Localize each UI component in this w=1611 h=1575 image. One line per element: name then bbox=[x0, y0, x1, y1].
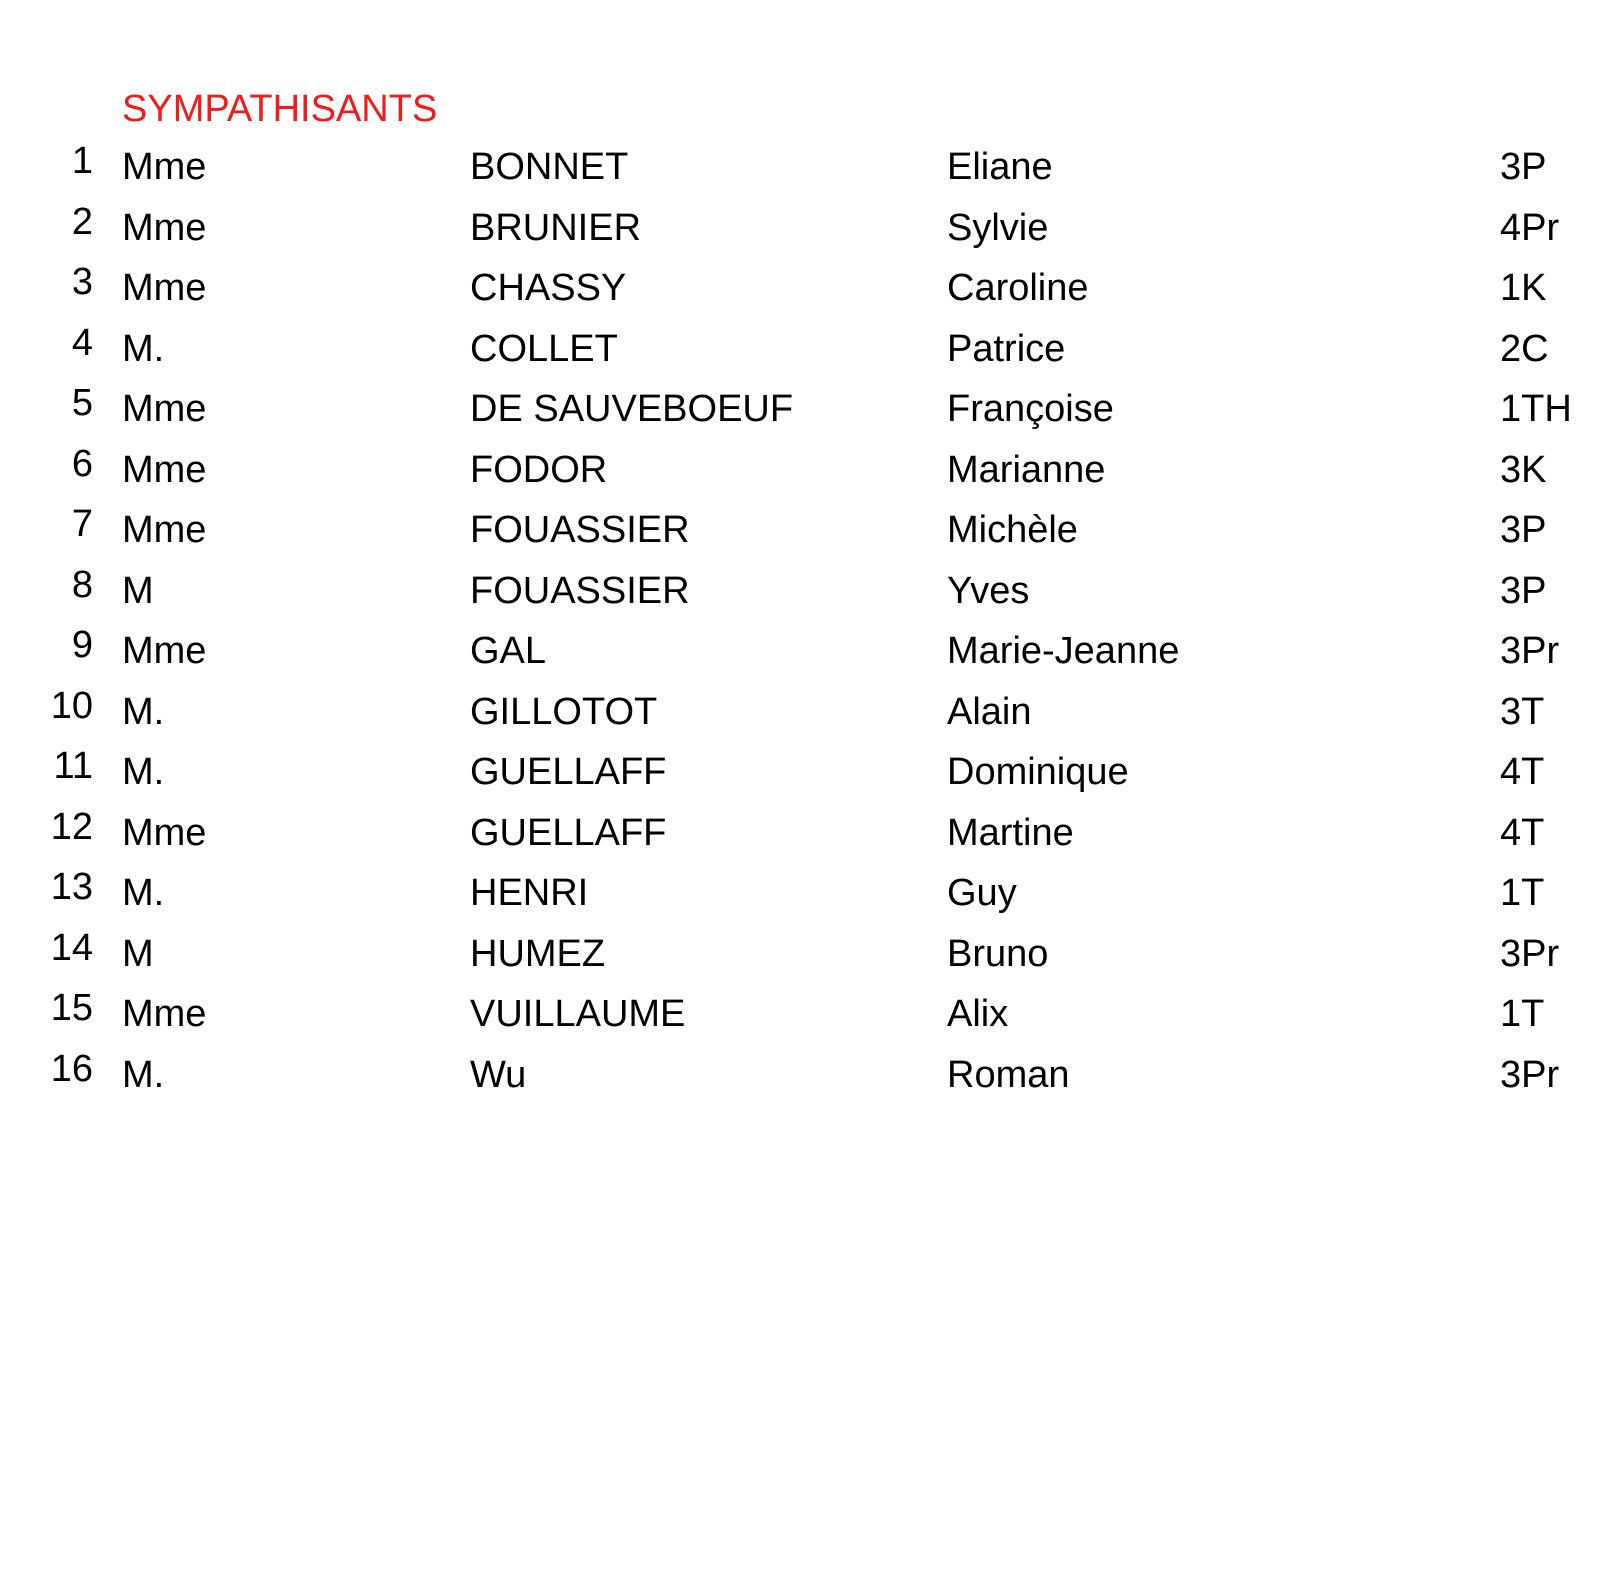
row-number: 9 bbox=[71, 624, 93, 666]
row-nom: Wu bbox=[470, 1053, 527, 1096]
list-row bbox=[0, 563, 1611, 627]
row-classe: 4Pr bbox=[1500, 206, 1560, 249]
row-classe: 2C bbox=[1500, 327, 1549, 370]
list-row bbox=[0, 926, 1611, 990]
row-prenom: Marianne bbox=[947, 448, 1106, 491]
row-civilite: M. bbox=[122, 1053, 165, 1096]
row-prenom: Guy bbox=[947, 872, 1017, 914]
row-prenom: Roman bbox=[947, 1053, 1070, 1096]
row-classe: 3Pr bbox=[1500, 1053, 1560, 1096]
row-classe: 3P bbox=[1500, 569, 1547, 612]
row-classe: 1T bbox=[1500, 993, 1545, 1035]
row-number: 14 bbox=[50, 926, 93, 969]
row-number: 11 bbox=[53, 745, 93, 787]
row-nom: CHASSY bbox=[470, 267, 627, 309]
row-civilite: Mme bbox=[122, 811, 207, 854]
row-prenom: Dominique bbox=[947, 751, 1129, 793]
row-civilite: Mme bbox=[122, 206, 207, 249]
list-row bbox=[0, 505, 1611, 566]
row-number: 5 bbox=[71, 382, 93, 424]
row-civilite: Mme bbox=[122, 448, 207, 491]
row-nom: GUELLAFF bbox=[470, 751, 667, 793]
row-nom: GUELLAFF bbox=[470, 811, 667, 854]
row-number: 15 bbox=[50, 987, 93, 1029]
row-classe: 3Pr bbox=[1500, 932, 1560, 975]
list-row bbox=[0, 384, 1611, 445]
row-civilite: M bbox=[122, 932, 154, 975]
row-civilite: M. bbox=[122, 327, 165, 370]
row-prenom: Patrice bbox=[947, 327, 1066, 370]
row-nom: HUMEZ bbox=[470, 932, 606, 975]
row-number: 12 bbox=[50, 805, 93, 848]
row-classe: 4T bbox=[1500, 811, 1545, 854]
list-row bbox=[0, 263, 1611, 324]
row-civilite: M. bbox=[122, 690, 165, 733]
row-prenom: Alain bbox=[947, 690, 1032, 733]
row-nom: VUILLAUME bbox=[470, 993, 686, 1035]
row-classe: 3T bbox=[1500, 690, 1545, 733]
list-row bbox=[0, 142, 1611, 203]
row-prenom: Sylvie bbox=[947, 206, 1049, 249]
row-civilite: Mme bbox=[122, 146, 207, 188]
list-row bbox=[0, 868, 1611, 929]
row-prenom: Bruno bbox=[947, 932, 1049, 975]
list-row bbox=[0, 1047, 1611, 1111]
row-number: 7 bbox=[71, 503, 93, 545]
row-nom: COLLET bbox=[470, 327, 618, 370]
list-row bbox=[0, 626, 1611, 687]
row-classe: 3P bbox=[1500, 146, 1547, 188]
row-nom: FOUASSIER bbox=[470, 509, 690, 551]
row-classe: 3Pr bbox=[1500, 630, 1560, 672]
row-nom: GILLOTOT bbox=[470, 690, 658, 733]
row-civilite: Mme bbox=[122, 509, 207, 551]
row-civilite: M bbox=[122, 569, 154, 612]
row-prenom: Caroline bbox=[947, 267, 1089, 309]
row-nom: HENRI bbox=[470, 872, 589, 914]
row-nom: FOUASSIER bbox=[470, 569, 690, 612]
row-civilite: M. bbox=[122, 751, 165, 793]
row-number: 3 bbox=[71, 261, 93, 303]
row-prenom: Françoise bbox=[947, 388, 1114, 430]
row-civilite: Mme bbox=[122, 630, 207, 672]
list-row bbox=[0, 989, 1611, 1050]
row-classe: 3P bbox=[1500, 509, 1547, 551]
row-prenom: Alix bbox=[947, 993, 1009, 1035]
row-civilite: M. bbox=[122, 872, 165, 914]
row-classe: 1TH bbox=[1500, 388, 1572, 430]
row-nom: BONNET bbox=[470, 146, 629, 188]
row-civilite: Mme bbox=[122, 993, 207, 1035]
list-row bbox=[0, 805, 1611, 869]
row-number: 13 bbox=[50, 866, 93, 908]
list-row bbox=[0, 321, 1611, 385]
row-classe: 1K bbox=[1500, 267, 1547, 309]
row-number: 6 bbox=[71, 442, 93, 485]
row-classe: 3K bbox=[1500, 448, 1547, 491]
row-number: 10 bbox=[50, 684, 93, 727]
row-number: 16 bbox=[50, 1047, 93, 1090]
row-civilite: Mme bbox=[122, 388, 207, 430]
row-number: 4 bbox=[71, 321, 93, 364]
row-nom: FODOR bbox=[470, 448, 608, 491]
row-number: 8 bbox=[71, 563, 93, 606]
row-nom: DE SAUVEBOEUF bbox=[470, 388, 794, 430]
row-prenom: Michèle bbox=[947, 509, 1078, 551]
row-number: 2 bbox=[71, 200, 93, 243]
list-row bbox=[0, 747, 1611, 808]
row-classe: 1T bbox=[1500, 872, 1545, 914]
list-row bbox=[0, 200, 1611, 264]
row-civilite: Mme bbox=[122, 267, 207, 309]
row-nom: BRUNIER bbox=[470, 206, 642, 249]
row-prenom: Marie-Jeanne bbox=[947, 630, 1180, 672]
row-classe: 4T bbox=[1500, 751, 1545, 793]
list-row bbox=[0, 684, 1611, 748]
list-title: SYMPATHISANTS bbox=[122, 88, 438, 130]
row-prenom: Eliane bbox=[947, 146, 1053, 188]
row-number: 1 bbox=[71, 140, 93, 182]
member-list bbox=[0, 142, 1611, 1110]
row-prenom: Martine bbox=[947, 811, 1074, 854]
list-row bbox=[0, 442, 1611, 506]
row-prenom: Yves bbox=[947, 569, 1030, 612]
row-nom: GAL bbox=[470, 630, 547, 672]
